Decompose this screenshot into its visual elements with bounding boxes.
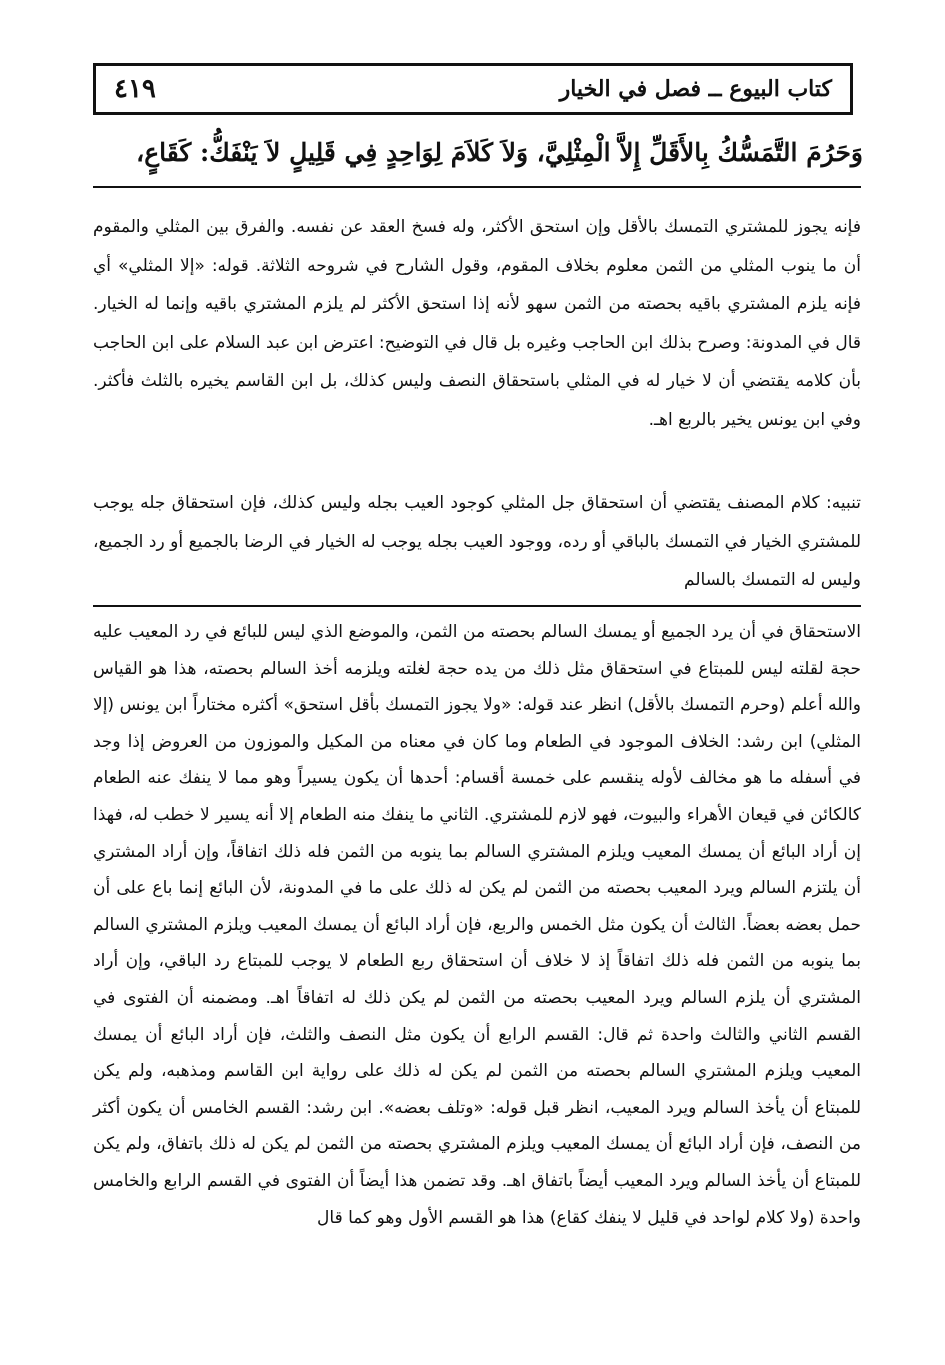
footnote-block	[93, 614, 861, 1236]
main-text-line: وَحَرُمَ التَّمَسُّكُ بِالأَقَلِّ إِلاَّ الْمِثْلِيَّ، وَلاَ كَلاَمَ لِوَاحِدٍ فِي قَلِيلٍ لاَ يَنْفَكُّ: كَقَاعٍ،	[136, 138, 863, 167]
footnote-text: الاستحقاق في أن يرد الجميع أو يمسك السالم بحصته من الثمن، والموضع الذي ليس للبائع في رد المعيب عليه حجة لقلته ليس للمبتاع في استحقاق مثل ذلك من يده حجة لغلته ويلزمه أخذ السالم بحصته، هذا هو القياس والله أعلم (وحرم التمسك بالأقل) انظر عند قوله: «ولا يجوز التمسك بأقل استحق» أكثره مختاراً ابن يونس (إلا المثلي) ابن رشد: الخلاف الموجود في الطعام وما كان في معناه من المكيل والموزون من العروض إذا وجد في أسفله ما هو مخالف لأوله ينقسم على خمسة أقسام: أحدها أن يكون يسيراً وهو مما لا ينفك عنه الطعام كالكائن في قيعان الأهراء والبيوت، فهو لازم للمشتري. الثاني ما ينفك منه الطعام إلا أنه يسير لا خطب له، فهذا إن أراد البائع أن يمسك المعيب ويلزم المشتري السالم بما ينوبه من الثمن فله ذلك اتفاقاً، وإن أراد المشتري أن يلتزم السالم ويرد المعيب بحصته من الثمن لم يكن له ذلك على ما في المدونة، لأن البائع إنما باع على أن حمل بعضه بعضاً. الثالث أن يكون مثل الخمس والربع، فإن أراد البائع أن يمسك المعيب ويلزم المشتري السالم بما ينوبه من الثمن فله ذلك اتفاقاً إذ لا خلاف أن استحقاق ربع الطعام لا يوجب للمبتاع رد الباقي، وإن أراد المشتري أن يلزم السالم ويرد المعيب بحصته من الثمن لم يكن ذلك له اتفاقاً اهـ. ومضمنه أن الفتوى في القسم الثاني والثالث واحدة ثم قال: القسم الرابع أن يكون مثل النصف والثلث، فإن أراد البائع أن يمسك المعيب ويلزم المشتري السالم بحصته من الثمن لم يكن له ذلك على رواية ابن القاسم ومذهبه، ولم يكن للمبتاع أن يأخذ السالم ويرد المعيب، انظر قبل قوله: «وتلف بعضه». ابن رشد: القسم الخامس أن يكون أكثر من النصف، فإن أراد البائع أن يمسك المعيب ويلزم المشتري بحصته من الثمن لم يكن له ذلك باتفاق، ولم يكن للمبتاع أن يأخذ السالم ويرد المعيب أيضاً باتفاق اهـ. وقد تضمن هذا أيضاً أن الفتوى في القسم الرابع والخامس واحدة (ولا كلام لواحد في قليل لا ينفك كقاع) هذا هو القسم الأول وهو كما قال	[93, 622, 861, 1228]
page-number: ٤١٩	[114, 74, 156, 104]
commentary-text-1: فإنه يجوز للمشتري التمسك بالأقل وإن استحق الأكثر، وله فسخ العقد عن نفسه. والفرق بين المثلي والمقوم أن ما ينوب المثلي من الثمن معلوم بخلاف المقوم، وقول الشارح في شروحه الثلاثة. قوله: «إلا المثلي» أي فإنه يلزم المشتري باقيه بحصته من الثمن سهو لأنه إذا استحق الأكثر لم يلزم المشتري باقيه وإنما له الخيار. قال في المدونة: وصرح بذلك ابن الحاجب وغيره بل قال في التوضيح: اعترض ابن عبد السلام على ابن الحاجب بأن كلامه يقتضي أن لا خيار له في المثلي باستحقاق النصف وليس كذلك، بل ابن القاسم يخيره بالثلث فأكثر. وفي ابن يونس يخير بالربع اهـ.	[93, 217, 861, 430]
commentary-text-2: تنبيه: كلام المصنف يقتضي أن استحقاق جل المثلي كوجود العيب بجله وليس كذلك، فإن استحقاق جله يوجب للمشتري الخيار في التمسك بالباقي أو رده، ووجود العيب بجله يوجب له الخيار في الرضا بالجميع أو رد الجميع، وليس له التمسك بالسالم	[93, 493, 861, 590]
commentary-paragraph-1	[93, 208, 861, 439]
running-title: كتاب البيوع ــ فصل في الخيار	[559, 76, 832, 102]
divider-footnote	[93, 605, 861, 607]
commentary-paragraph-2	[93, 484, 861, 600]
page-header	[93, 63, 853, 115]
divider-top	[93, 186, 861, 188]
